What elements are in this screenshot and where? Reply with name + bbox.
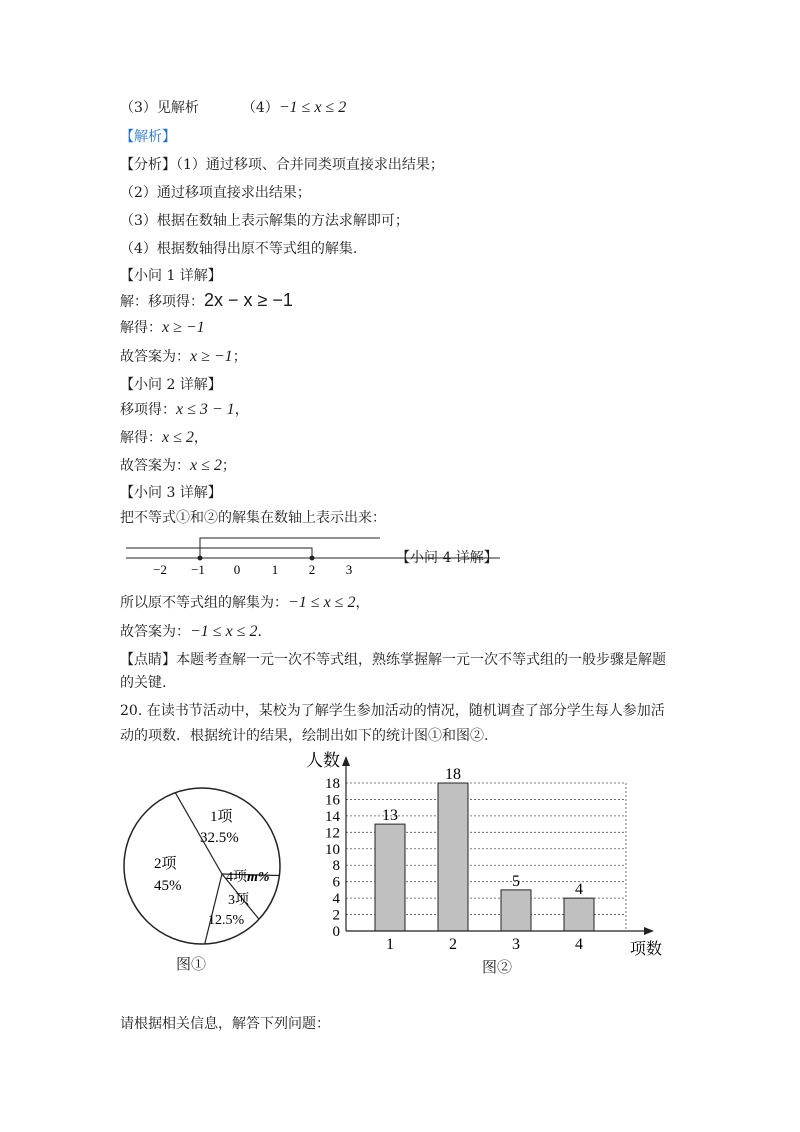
subq2-step1-text: 移项得： <box>120 402 176 418</box>
tick-label: 3 <box>345 562 353 577</box>
tick-label: −1 <box>191 562 205 577</box>
subq2-heading: 【小问 2 详解】 <box>120 377 222 393</box>
pie-slice-2-label: 2项 <box>154 856 177 872</box>
pie-chart <box>118 784 288 948</box>
y-tick-label: 0 <box>332 924 340 940</box>
subq4-step1-math: −1 ≤ x ≤ 2 <box>288 594 356 611</box>
y-tick-label: 18 <box>325 776 340 792</box>
question-20-prompt: 请根据相关信息，解答下列问题： <box>120 1016 330 1032</box>
subq1-answer-tail: ； <box>232 349 247 365</box>
pie-slice-2-value: 45% <box>154 878 182 894</box>
pie-slice-3-label: 3项 <box>228 893 249 908</box>
pie-slice-4-name: 4项 <box>226 870 247 885</box>
subq2-step1-math: x ≤ 3 − 1 <box>176 401 235 418</box>
subq1-answer-math: x ≥ −1 <box>190 348 233 365</box>
subq2-step2-math: x ≤ 2 <box>162 429 194 446</box>
answer-3-text: （3）见解析 <box>120 100 199 116</box>
comment-line-1: 【点睛】本题考查解一元一次不等式组，熟练掌握解一元一次不等式组的一般步骤是解题 <box>120 652 666 668</box>
subq1-step2-math: x ≥ −1 <box>162 319 205 336</box>
subq4-answer-text: 故答案为： <box>120 624 190 640</box>
y-axis-arrow <box>342 756 350 766</box>
y-tick-label: 16 <box>325 792 340 809</box>
subq1-step1 <box>120 290 293 312</box>
bar-chart-caption: 图② <box>482 958 513 976</box>
subq2-answer-tail: ； <box>221 458 236 474</box>
subq4-step1 <box>120 593 369 613</box>
pie-outline <box>124 788 280 944</box>
subq4-answer-tail: . <box>257 624 262 640</box>
answer-4-math: −1 ≤ x ≤ 2 <box>278 99 347 116</box>
question-20-line-2: 动的项数．根据统计的结果，绘制出如下的统计图①和图②. <box>120 728 489 744</box>
subq4-step1-tail: ， <box>355 595 370 611</box>
bar-value-label: 5 <box>512 872 520 890</box>
bar-3 <box>501 890 531 931</box>
x-tick-label: 3 <box>512 936 520 953</box>
bar-1 <box>375 824 405 931</box>
subq3-text: 把不等式①和②的解集在数轴上表示出来： <box>120 510 386 526</box>
question-20-line-1: 20. 在读书节活动中，某校为了解学生参加活动的情况，随机调查了部分学生每人参加活 <box>120 703 665 719</box>
tick-label: 0 <box>233 562 241 577</box>
y-tick-label: 4 <box>332 891 340 908</box>
y-tick-label: 2 <box>332 907 340 924</box>
y-tick-label: 10 <box>325 841 340 858</box>
subq2-step2-tail: ， <box>193 430 208 446</box>
tick-label: 2 <box>308 562 316 577</box>
subq1-answer-text: 故答案为： <box>120 349 190 365</box>
subq2-answer-math: x ≤ 2 <box>190 457 222 474</box>
subq4-heading: 【小问 4 详解】 <box>396 550 498 566</box>
y-tick-label: 6 <box>332 874 340 891</box>
pie-caption: 图① <box>176 955 207 973</box>
bar-chart-bars <box>375 766 594 953</box>
subq4-answer <box>120 622 262 642</box>
analysis-line-2: （2）通过移项直接求出结果； <box>120 185 311 201</box>
solution-bracket-le <box>126 548 312 558</box>
x-axis-arrow <box>644 927 654 935</box>
analysis-line-4: （4）根据数轴得出原不等式组的解集. <box>120 241 358 257</box>
x-tick-label: 2 <box>449 936 457 953</box>
comment-line-2: 的关键. <box>120 675 167 691</box>
subq1-answer <box>120 347 247 367</box>
bar-value-label: 13 <box>382 807 398 825</box>
subq4-step1-text: 所以原不等式组的解集为： <box>120 595 288 611</box>
x-tick-label: 1 <box>386 936 394 953</box>
subq2-step1 <box>120 400 249 420</box>
pie-slice-3-value: 12.5% <box>208 913 245 928</box>
subq1-step2-text: 解得： <box>120 320 162 336</box>
bar-chart <box>296 740 676 980</box>
pie-slice-4-value: m% <box>247 870 270 885</box>
subq2-answer <box>120 456 236 476</box>
subq2-answer-text: 故答案为： <box>120 458 190 474</box>
subq1-step1-text: 解：移项得： <box>120 294 204 310</box>
answer-line-3-4 <box>120 98 346 118</box>
subq2-step2 <box>120 428 208 448</box>
y-tick-label: 8 <box>332 858 340 875</box>
y-axis-label: 人数 <box>306 751 340 770</box>
y-tick-label: 12 <box>325 825 340 842</box>
pie-slice-4-label <box>226 869 270 885</box>
analysis-line-3: （3）根据在数轴上表示解集的方法求解即可； <box>120 213 409 229</box>
bar-value-label: 4 <box>575 881 583 899</box>
tick-label: −2 <box>153 562 167 577</box>
x-axis-label: 项数 <box>630 941 663 958</box>
y-tick-label: 14 <box>325 808 340 825</box>
bar-2 <box>438 783 468 931</box>
subq1-step2 <box>120 318 205 338</box>
analysis-line-1: 【分析】（1）通过移项、合并同类项直接求出结果； <box>120 157 444 173</box>
subq4-answer-math: −1 ≤ x ≤ 2 <box>190 623 258 640</box>
subq2-step2-text: 解得： <box>120 430 162 446</box>
answer-4-label: （4） <box>241 100 279 116</box>
subq1-step1-math: 2x − x ≥ −1 <box>204 290 293 310</box>
point-minus-one <box>198 556 203 561</box>
analysis-tag: 【解析】 <box>120 129 176 145</box>
x-tick-label: 4 <box>575 936 583 953</box>
point-two <box>310 556 315 561</box>
bar-4 <box>564 898 594 931</box>
pie-slice-1-value: 32.5% <box>200 830 239 846</box>
subq1-heading: 【小问 1 详解】 <box>120 268 222 284</box>
tick-label: 1 <box>271 562 279 577</box>
bar-value-label: 18 <box>445 766 461 783</box>
subq2-step1-tail: ， <box>234 402 249 418</box>
bar-chart-y-ticks <box>325 776 341 940</box>
subq3-heading: 【小问 3 详解】 <box>120 485 222 501</box>
pie-slice-1-label: 1项 <box>210 809 233 825</box>
